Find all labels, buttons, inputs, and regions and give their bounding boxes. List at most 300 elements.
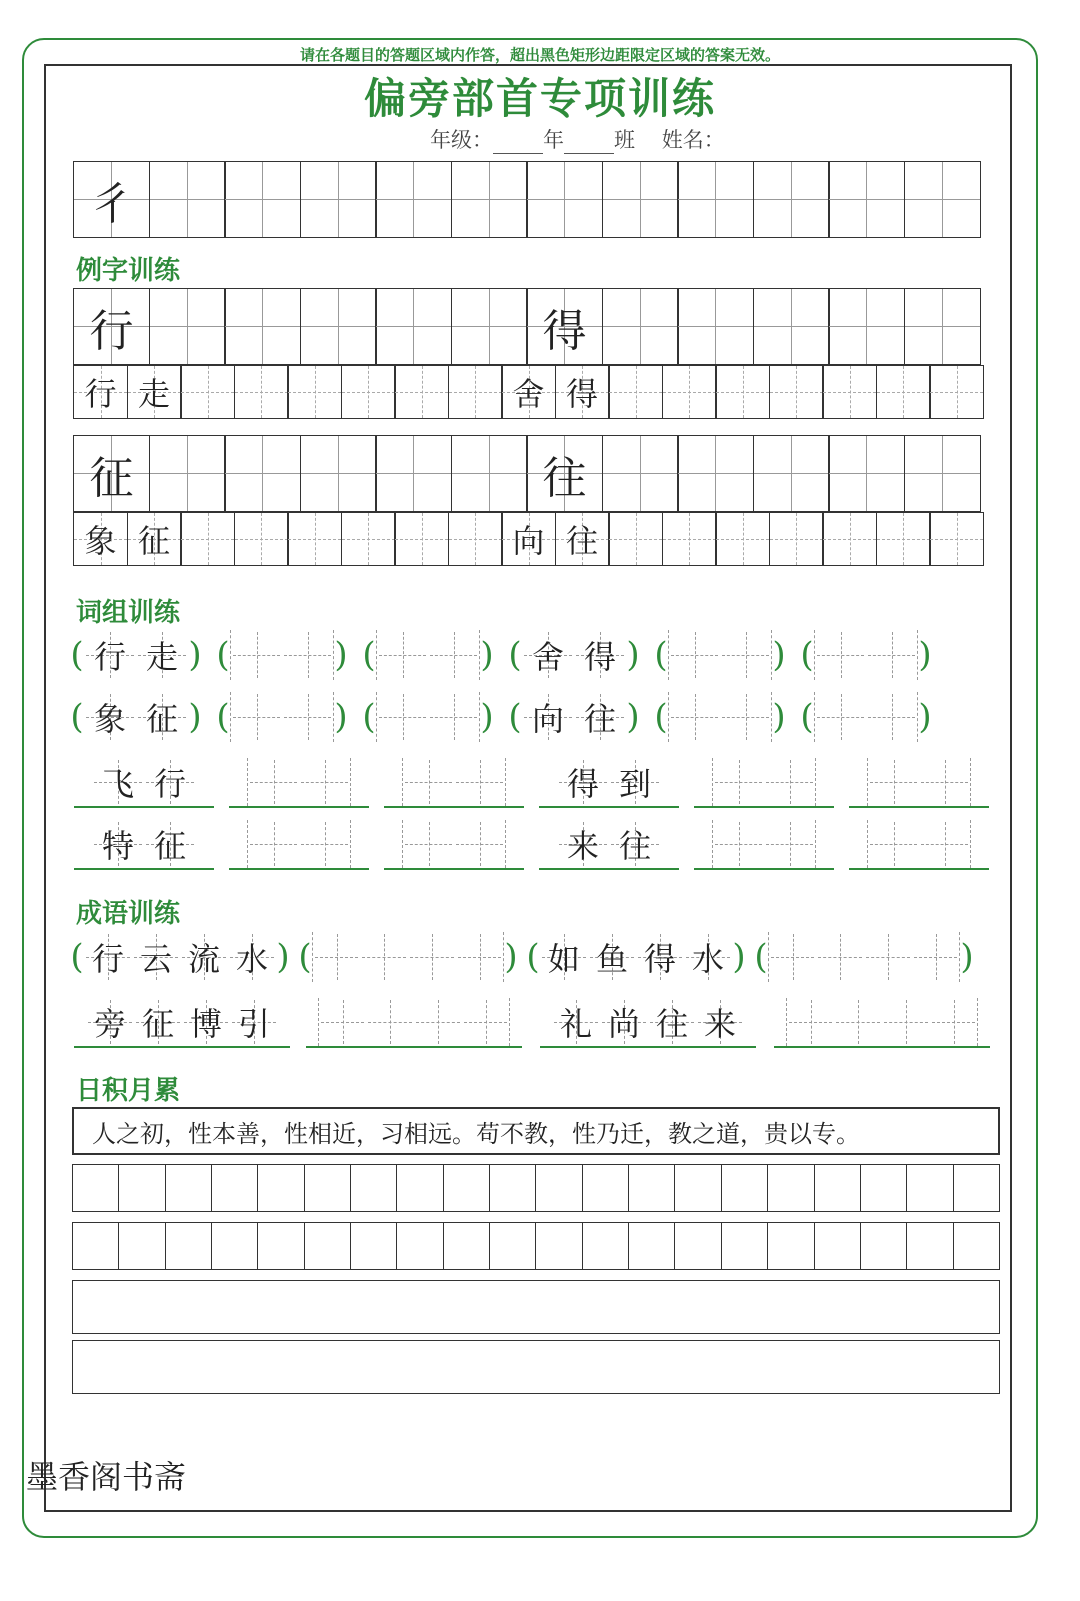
grid-char: 征 xyxy=(137,522,170,560)
paren-cell[interactable] xyxy=(456,932,504,982)
copy-cell[interactable] xyxy=(815,1223,861,1269)
left-paren: ( xyxy=(800,635,814,675)
underline-group[interactable] xyxy=(694,758,834,808)
grid-cell[interactable] xyxy=(929,365,984,419)
grid-cell[interactable] xyxy=(394,512,449,566)
copy-cell[interactable] xyxy=(119,1223,165,1269)
paren-box xyxy=(376,630,480,680)
copy-cell[interactable] xyxy=(815,1165,861,1211)
grid-cell[interactable] xyxy=(287,365,342,419)
paren-char: 水 xyxy=(691,940,724,978)
copy-cell[interactable] xyxy=(675,1223,721,1269)
underline-cell[interactable] xyxy=(867,758,919,806)
copy-cell[interactable] xyxy=(212,1223,258,1269)
grid-cell[interactable] xyxy=(341,365,396,419)
paren-group xyxy=(70,630,202,680)
grid-cell[interactable] xyxy=(904,288,981,365)
grid-cell[interactable] xyxy=(828,435,905,512)
underline-group[interactable] xyxy=(384,758,524,808)
paren-char: 鱼 xyxy=(595,940,628,978)
underline-cell[interactable] xyxy=(402,758,454,806)
grid-cell[interactable] xyxy=(662,365,717,419)
copy-cell[interactable] xyxy=(73,1165,119,1211)
copy-cell[interactable] xyxy=(305,1223,351,1269)
paren-group xyxy=(508,692,640,742)
paren-group[interactable] xyxy=(800,692,932,742)
word-char-cell xyxy=(127,512,182,566)
underline-cell xyxy=(92,758,144,806)
underline-cell[interactable] xyxy=(454,820,506,868)
copy-cell[interactable] xyxy=(675,1165,721,1211)
paren-cell[interactable] xyxy=(376,630,428,680)
underline-cell[interactable] xyxy=(764,820,816,868)
underline-cell xyxy=(134,998,182,1046)
page-title: 偏旁部首专项训练 xyxy=(363,74,716,123)
underline-cell[interactable] xyxy=(930,998,978,1046)
underline-group xyxy=(540,998,756,1048)
paren-cell[interactable] xyxy=(668,630,720,680)
paren-group[interactable] xyxy=(362,630,494,680)
paren-group[interactable] xyxy=(654,630,786,680)
underline-cell xyxy=(557,758,609,806)
paren-group[interactable] xyxy=(754,932,974,982)
underline-cell[interactable] xyxy=(712,820,764,868)
grid-char: 得 xyxy=(565,375,598,413)
grid-cell[interactable] xyxy=(769,365,824,419)
grid-char: 象 xyxy=(84,522,117,560)
grid-char: 走 xyxy=(137,375,170,413)
paren-cell[interactable] xyxy=(282,630,334,680)
grid-cell[interactable] xyxy=(375,288,452,365)
right-paren: ) xyxy=(626,635,640,675)
paren-box xyxy=(312,932,504,982)
paren-group[interactable] xyxy=(298,932,518,982)
copy-cell[interactable] xyxy=(536,1165,582,1211)
copy-cell[interactable] xyxy=(490,1223,536,1269)
paren-cell xyxy=(180,932,228,982)
class-blank[interactable] xyxy=(564,136,614,154)
underline-cell[interactable] xyxy=(299,820,351,868)
example-small-row-1 xyxy=(73,365,983,419)
underline-char: 到 xyxy=(618,765,651,803)
underline-cell[interactable] xyxy=(867,820,919,868)
copy-cell[interactable] xyxy=(722,1223,768,1269)
grid-cell[interactable] xyxy=(375,161,452,238)
grid-cell[interactable] xyxy=(526,161,603,238)
student-info xyxy=(430,124,725,154)
class-label: 班 xyxy=(614,128,635,152)
underline-cell[interactable] xyxy=(366,998,414,1046)
underline-char: 旁 xyxy=(93,1005,126,1043)
paren-cell xyxy=(636,932,684,982)
underline-cell[interactable] xyxy=(834,998,882,1046)
copy-cell[interactable] xyxy=(258,1223,304,1269)
left-paren: ( xyxy=(508,697,522,737)
left-paren: ( xyxy=(362,635,376,675)
paren-char: 水 xyxy=(235,940,268,978)
underline-char: 往 xyxy=(618,827,651,865)
paren-cell[interactable] xyxy=(282,692,334,742)
underline-char: 特 xyxy=(101,827,134,865)
grid-cell[interactable] xyxy=(602,435,679,512)
grid-cell[interactable] xyxy=(828,161,905,238)
grid-cell[interactable] xyxy=(822,365,877,419)
underline-cell[interactable] xyxy=(764,758,816,806)
paren-group xyxy=(526,932,746,982)
paren-cell[interactable] xyxy=(814,692,866,742)
underline-cell xyxy=(609,820,661,868)
paren-cell[interactable] xyxy=(720,630,772,680)
paren-box xyxy=(814,630,918,680)
underline-char: 礼 xyxy=(559,1005,592,1043)
grid-cell[interactable] xyxy=(602,161,679,238)
paren-char: 象 xyxy=(93,700,126,738)
section-example-label: 例字训练 xyxy=(76,256,181,286)
grid-char: 彳 xyxy=(89,178,134,230)
grid-cell[interactable] xyxy=(180,512,235,566)
underline-cell[interactable] xyxy=(247,758,299,806)
underline-group xyxy=(539,758,679,808)
paren-box xyxy=(768,932,960,982)
copy-cell[interactable] xyxy=(166,1165,212,1211)
underline-group[interactable] xyxy=(229,820,369,870)
grid-cell[interactable] xyxy=(876,365,931,419)
paren-cell[interactable] xyxy=(360,932,408,982)
underline-group[interactable] xyxy=(306,998,522,1048)
word-char-cell xyxy=(501,365,556,419)
left-paren: ( xyxy=(216,635,230,675)
paren-box xyxy=(814,692,918,742)
left-paren: ( xyxy=(526,937,540,977)
paren-cell[interactable] xyxy=(230,692,282,742)
underline-cell xyxy=(144,758,196,806)
underline-cell[interactable] xyxy=(712,758,764,806)
example-char-cell xyxy=(526,288,603,365)
copy-cell[interactable] xyxy=(258,1165,304,1211)
paren-cell[interactable] xyxy=(864,932,912,982)
underline-cell[interactable] xyxy=(454,758,506,806)
paren-box xyxy=(84,932,276,982)
underline-group xyxy=(539,820,679,870)
grid-cell[interactable] xyxy=(341,512,396,566)
grid-cell[interactable] xyxy=(451,288,528,365)
underline-char: 往 xyxy=(655,1005,688,1043)
underline-group xyxy=(74,758,214,808)
copy-cell[interactable] xyxy=(907,1165,953,1211)
grid-cell[interactable] xyxy=(753,161,830,238)
grid-cell[interactable] xyxy=(753,288,830,365)
paren-cell xyxy=(132,932,180,982)
paren-cell xyxy=(522,692,574,742)
paren-group xyxy=(508,630,640,680)
writing-box-1[interactable] xyxy=(72,1280,1000,1334)
underline-char: 飞 xyxy=(101,765,134,803)
grid-cell[interactable] xyxy=(448,512,503,566)
paren-box xyxy=(668,630,772,680)
copy-cell[interactable] xyxy=(768,1165,814,1211)
copy-cell[interactable] xyxy=(119,1165,165,1211)
paren-box xyxy=(540,932,732,982)
watermark-text: 墨香阁书斋 xyxy=(26,1458,187,1496)
paren-group[interactable] xyxy=(216,630,348,680)
grid-cell[interactable] xyxy=(448,365,503,419)
example-char-cell xyxy=(73,435,150,512)
copy-cell[interactable] xyxy=(166,1223,212,1269)
grid-cell[interactable] xyxy=(224,435,301,512)
copy-cell[interactable] xyxy=(305,1165,351,1211)
grid-cell[interactable] xyxy=(677,288,754,365)
paren-cell xyxy=(136,630,188,680)
right-paren: ) xyxy=(918,635,932,675)
copy-cell[interactable] xyxy=(536,1223,582,1269)
grid-cell[interactable] xyxy=(904,161,981,238)
grade-label: 年级： xyxy=(430,128,493,152)
left-paren: ( xyxy=(508,635,522,675)
grid-cell[interactable] xyxy=(662,512,717,566)
paren-cell xyxy=(84,630,136,680)
underline-cell[interactable] xyxy=(299,758,351,806)
paren-cell[interactable] xyxy=(912,932,960,982)
grid-cell[interactable] xyxy=(224,161,301,238)
paren-cell[interactable] xyxy=(866,630,918,680)
paren-char: 得 xyxy=(583,638,616,676)
underline-group[interactable] xyxy=(849,820,989,870)
paren-cell[interactable] xyxy=(230,630,282,680)
underline-cell xyxy=(144,820,196,868)
section-daily-label: 日积月累 xyxy=(76,1076,181,1106)
copy-cell[interactable] xyxy=(629,1165,675,1211)
copy-cell[interactable] xyxy=(212,1165,258,1211)
paren-cell[interactable] xyxy=(720,692,772,742)
copy-cell[interactable] xyxy=(629,1223,675,1269)
grid-cell[interactable] xyxy=(287,512,342,566)
underline-cell[interactable] xyxy=(318,998,366,1046)
paren-box xyxy=(84,692,188,742)
left-paren: ( xyxy=(362,697,376,737)
section-words-label: 词组训练 xyxy=(76,598,181,628)
grid-cell[interactable] xyxy=(149,435,226,512)
paren-cell[interactable] xyxy=(312,932,360,982)
right-paren: ) xyxy=(732,937,746,977)
paren-group[interactable] xyxy=(362,692,494,742)
underline-group[interactable] xyxy=(849,758,989,808)
paren-box xyxy=(668,692,772,742)
underline-cell xyxy=(609,758,661,806)
underline-char: 征 xyxy=(153,827,186,865)
underline-cell[interactable] xyxy=(919,820,971,868)
paren-box xyxy=(230,630,334,680)
paren-char: 走 xyxy=(145,638,178,676)
paren-box xyxy=(84,630,188,680)
paren-cell[interactable] xyxy=(668,692,720,742)
underline-cell xyxy=(557,820,609,868)
word-char-cell xyxy=(73,365,128,419)
example-char-cell xyxy=(73,288,150,365)
grid-cell[interactable] xyxy=(822,512,877,566)
copy-cell[interactable] xyxy=(861,1165,907,1211)
copy-cell[interactable] xyxy=(583,1165,629,1211)
radical-cell xyxy=(73,161,150,238)
left-paren: ( xyxy=(70,697,84,737)
grid-cell[interactable] xyxy=(394,365,449,419)
underline-group[interactable] xyxy=(774,998,990,1048)
underline-cell[interactable] xyxy=(414,998,462,1046)
left-paren: ( xyxy=(298,937,312,977)
copy-cell[interactable] xyxy=(583,1223,629,1269)
underline-cell[interactable] xyxy=(882,998,930,1046)
grid-cell[interactable] xyxy=(753,435,830,512)
underline-cell[interactable] xyxy=(247,820,299,868)
paren-group[interactable] xyxy=(216,692,348,742)
paren-box xyxy=(376,692,480,742)
grid-cell[interactable] xyxy=(769,512,824,566)
grid-cell[interactable] xyxy=(876,512,931,566)
paren-cell xyxy=(522,630,574,680)
underline-char: 来 xyxy=(703,1005,736,1043)
word-char-cell xyxy=(555,512,610,566)
paren-cell[interactable] xyxy=(376,692,428,742)
grid-char: 得 xyxy=(542,305,587,357)
underline-cell[interactable] xyxy=(402,820,454,868)
paren-cell[interactable] xyxy=(428,630,480,680)
right-paren: ) xyxy=(772,635,786,675)
paren-cell xyxy=(574,692,626,742)
paren-cell[interactable] xyxy=(408,932,456,982)
paren-cell[interactable] xyxy=(768,932,816,982)
grid-cell[interactable] xyxy=(904,435,981,512)
left-paren: ( xyxy=(800,697,814,737)
writing-box-2[interactable] xyxy=(72,1340,1000,1394)
grid-cell[interactable] xyxy=(715,365,770,419)
paren-cell xyxy=(84,692,136,742)
copy-cell[interactable] xyxy=(73,1223,119,1269)
underline-char: 博 xyxy=(189,1005,222,1043)
grid-cell[interactable] xyxy=(180,365,235,419)
underline-cell xyxy=(92,820,144,868)
copy-cell[interactable] xyxy=(954,1223,999,1269)
grid-cell[interactable] xyxy=(677,435,754,512)
grid-cell[interactable] xyxy=(234,512,289,566)
example-big-row-2 xyxy=(73,435,979,512)
grid-char: 向 xyxy=(512,522,545,560)
right-paren: ) xyxy=(276,937,290,977)
underline-group xyxy=(74,998,290,1048)
grid-cell[interactable] xyxy=(451,435,528,512)
copy-cell[interactable] xyxy=(351,1165,397,1211)
paren-group[interactable] xyxy=(800,630,932,680)
copy-cell[interactable] xyxy=(351,1223,397,1269)
right-paren: ) xyxy=(504,937,518,977)
grid-cell[interactable] xyxy=(375,435,452,512)
grid-cell[interactable] xyxy=(300,435,377,512)
paren-box xyxy=(522,630,626,680)
grid-cell[interactable] xyxy=(149,288,226,365)
underline-group xyxy=(74,820,214,870)
paren-group xyxy=(70,932,290,982)
paren-group[interactable] xyxy=(654,692,786,742)
grid-cell[interactable] xyxy=(677,161,754,238)
underline-cell xyxy=(696,998,744,1046)
example-big-row-1 xyxy=(73,288,979,365)
paren-char: 行 xyxy=(93,638,126,676)
right-paren: ) xyxy=(772,697,786,737)
copy-cell[interactable] xyxy=(722,1165,768,1211)
underline-cell[interactable] xyxy=(919,758,971,806)
word-paren-row-2 xyxy=(70,692,932,742)
grid-cell[interactable] xyxy=(608,512,663,566)
section-idioms-label: 成语训练 xyxy=(76,899,181,929)
copy-cell[interactable] xyxy=(397,1165,443,1211)
copy-grid-row-2 xyxy=(72,1222,1000,1270)
underline-cell[interactable] xyxy=(462,998,510,1046)
underline-group[interactable] xyxy=(384,820,524,870)
paren-cell xyxy=(228,932,276,982)
copy-cell[interactable] xyxy=(490,1165,536,1211)
grid-char: 行 xyxy=(84,375,117,413)
right-paren: ) xyxy=(960,937,974,977)
grid-cell[interactable] xyxy=(929,512,984,566)
grid-cell[interactable] xyxy=(608,365,663,419)
grid-cell[interactable] xyxy=(715,512,770,566)
grid-cell[interactable] xyxy=(828,288,905,365)
paren-char: 舍 xyxy=(531,638,564,676)
underline-cell xyxy=(648,998,696,1046)
right-paren: ) xyxy=(480,697,494,737)
paren-cell[interactable] xyxy=(814,630,866,680)
grid-cell[interactable] xyxy=(224,288,301,365)
copy-cell[interactable] xyxy=(768,1223,814,1269)
example-char-cell xyxy=(526,435,603,512)
underline-cell[interactable] xyxy=(786,998,834,1046)
paren-cell[interactable] xyxy=(428,692,480,742)
paren-char: 如 xyxy=(547,940,580,978)
copy-cell[interactable] xyxy=(954,1165,999,1211)
underline-group[interactable] xyxy=(694,820,834,870)
paren-char: 流 xyxy=(187,940,220,978)
copy-cell[interactable] xyxy=(444,1223,490,1269)
underline-char: 尚 xyxy=(607,1005,640,1043)
paren-cell[interactable] xyxy=(816,932,864,982)
left-paren: ( xyxy=(216,697,230,737)
idiom-paren-row xyxy=(70,932,974,982)
paren-box xyxy=(230,692,334,742)
grid-cell[interactable] xyxy=(300,161,377,238)
paren-cell xyxy=(684,932,732,982)
copy-cell[interactable] xyxy=(907,1223,953,1269)
underline-cell xyxy=(86,998,134,1046)
grid-cell[interactable] xyxy=(149,161,226,238)
paren-cell xyxy=(574,630,626,680)
grade-blank[interactable] xyxy=(493,136,543,154)
copy-cell[interactable] xyxy=(861,1223,907,1269)
grid-cell[interactable] xyxy=(300,288,377,365)
right-paren: ) xyxy=(480,635,494,675)
paren-cell[interactable] xyxy=(866,692,918,742)
left-paren: ( xyxy=(654,635,668,675)
name-label: 姓名： xyxy=(661,128,725,152)
paren-cell xyxy=(540,932,588,982)
paren-box xyxy=(522,692,626,742)
paren-cell xyxy=(588,932,636,982)
paren-cell xyxy=(84,932,132,982)
copy-cell[interactable] xyxy=(444,1165,490,1211)
underline-group[interactable] xyxy=(229,758,369,808)
paren-char: 往 xyxy=(583,700,616,738)
copy-cell[interactable] xyxy=(397,1223,443,1269)
grid-cell[interactable] xyxy=(451,161,528,238)
grid-cell[interactable] xyxy=(602,288,679,365)
grid-cell[interactable] xyxy=(234,365,289,419)
